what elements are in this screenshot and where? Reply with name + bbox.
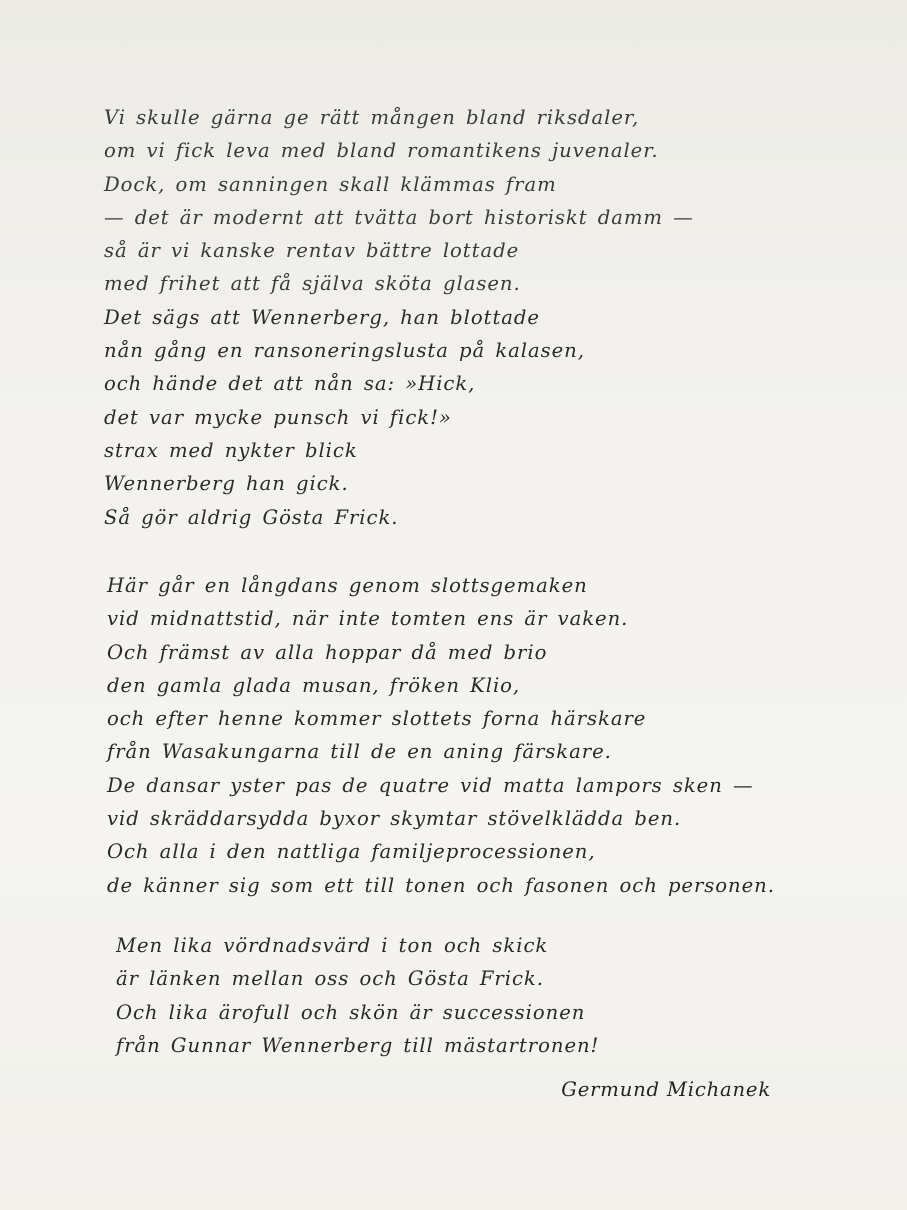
poem-line: det var mycke punsch vi fick!»	[104, 405, 452, 429]
author-signature: Germund Michanek	[561, 1078, 771, 1101]
poem-line: med frihet att få själva sköta glasen.	[104, 272, 521, 296]
poem-line: strax med nykter blick	[104, 438, 358, 462]
stanza-2	[107, 569, 775, 902]
poem-line: — det är modernt att tvätta bort historiskt damm —	[104, 205, 694, 229]
poem-line: vid skräddarsydda byxor skymtar stövelklädda ben.	[107, 807, 682, 831]
poem-line: Och lika ärofull och skön är successionen	[116, 1000, 586, 1024]
poem-line: Det sägs att Wennerberg, han blottade	[104, 305, 540, 329]
stanza-3	[116, 929, 599, 1062]
poem-line: och efter henne kommer slottets forna härskare	[107, 707, 647, 731]
poem-line: så är vi kanske rentav bättre lottade	[104, 239, 520, 263]
poem-line: Och alla i den nattliga familjeprocessionen,	[107, 840, 596, 864]
poem-line: Men lika vördnadsvärd i ton och skick	[116, 934, 549, 957]
poem-line: Så gör aldrig Gösta Frick.	[104, 505, 399, 529]
poem-line: Och främst av alla hoppar då med brio	[107, 640, 548, 664]
poem-line: Dock, om sanningen skall klämmas fram	[104, 172, 557, 196]
poem-line: Här går en långdans genom slottsgemaken	[107, 574, 588, 597]
stanza-1	[104, 101, 694, 534]
poem-line: den gamla glada musan, fröken Klio,	[107, 673, 521, 697]
poem-line: Wennerberg han gick.	[104, 472, 349, 496]
poem-line: från Gunnar Wennerberg till mästartronen!	[116, 1033, 600, 1057]
poem-line: är länken mellan oss och Gösta Frick.	[116, 967, 544, 991]
poem-line: nån gång en ransoneringslusta på kalasen,	[104, 339, 585, 363]
poem-line: från Wasakungarna till de en aning färskare.	[107, 740, 612, 764]
poem-line: De dansar yster pas de quatre vid matta lampors sken —	[107, 773, 754, 797]
poem-line: om vi fick leva med bland romantikens juvenaler.	[104, 139, 659, 163]
poem-line: de känner sig som ett till tonen och fasonen och personen.	[107, 873, 775, 897]
poem-line: Vi skulle gärna ge rätt mången bland riksdaler,	[104, 106, 640, 129]
poem-line: vid midnattstid, när inte tomten ens är vaken.	[107, 607, 629, 631]
poem-line: och hände det att nån sa: »Hick,	[104, 372, 476, 396]
